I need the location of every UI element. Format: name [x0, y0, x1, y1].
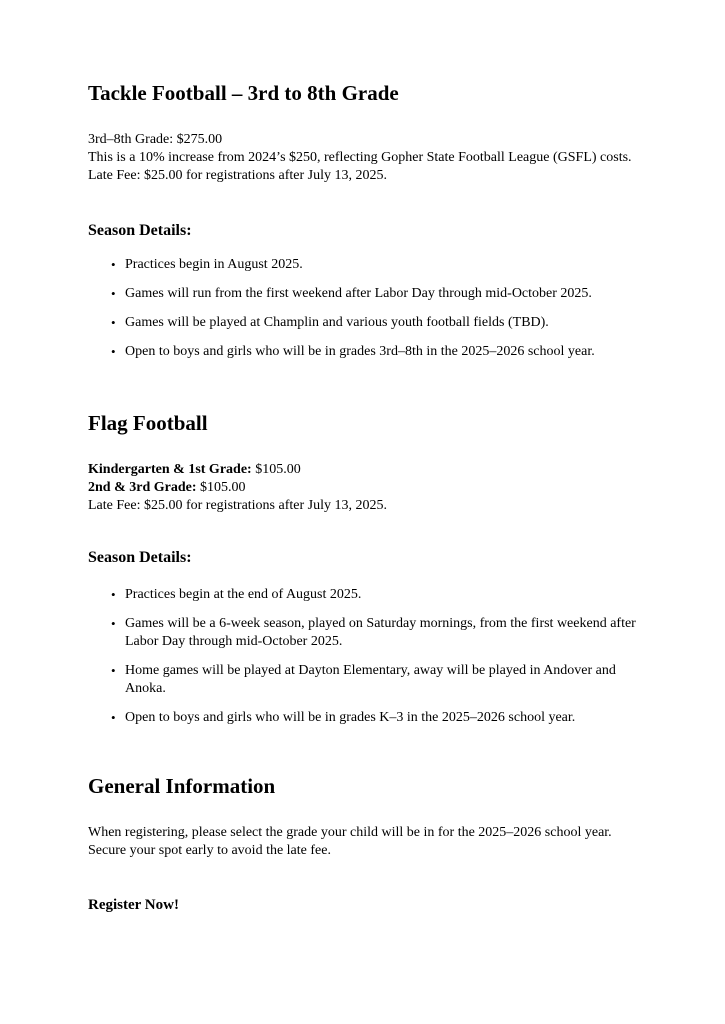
- general-information-title: General Information: [88, 774, 276, 798]
- flag-price-k1-label: Kindergarten & 1st Grade:: [88, 462, 252, 477]
- flag-price-k1-line: [88, 461, 637, 479]
- list-item: • Games will run from the first weekend after Labor Day through mid-October 2025.: [88, 285, 637, 303]
- general-information-body: When registering, please select the grade your child will be in for the 2025–2026 school year. Secure your spot early to avoid the late fee.: [88, 825, 612, 858]
- list-item: • Practices begin in August 2025.: [88, 256, 637, 274]
- tackle-season-details-list: [88, 256, 637, 361]
- flag-season-details-list: [88, 586, 637, 727]
- section-general-information: [88, 774, 637, 915]
- tackle-football-title: Tackle Football – 3rd to 8th Grade: [88, 81, 399, 105]
- flag-season-details-heading: Season Details:: [88, 549, 192, 566]
- list-item: • Home games will be played at Dayton Elementary, away will be played in Andover and Anoka.: [88, 662, 637, 698]
- tackle-season-details-heading: Season Details:: [88, 222, 192, 239]
- tackle-price-line: 3rd–8th Grade: $275.00: [88, 132, 223, 147]
- flag-football-title: Flag Football: [88, 411, 208, 435]
- section-tackle-football: [88, 81, 637, 361]
- flag-price-k1-value: $105.00: [255, 462, 301, 477]
- list-item: • Open to boys and girls who will be in grades K–3 in the 2025–2026 school year.: [88, 709, 637, 727]
- list-item: • Practices begin at the end of August 2025.: [88, 586, 637, 604]
- flag-price-2-3-value: $105.00: [200, 480, 246, 495]
- tackle-increase-note: This is a 10% increase from 2024’s $250, reflecting Gopher State Football League (GSFL) costs.: [88, 150, 632, 165]
- tackle-pricing-block: [88, 131, 637, 185]
- section-flag-football: [88, 411, 637, 727]
- list-item: • Games will be a 6-week season, played on Saturday mornings, from the first weekend after Labor Day through mid-October 2025.: [88, 615, 637, 651]
- register-now-heading: Register Now!: [88, 897, 179, 913]
- list-item: • Games will be played at Champlin and various youth football fields (TBD).: [88, 314, 637, 332]
- flag-price-2-3-line: [88, 479, 637, 497]
- flag-price-2-3-label: 2nd & 3rd Grade:: [88, 480, 197, 495]
- tackle-late-fee: Late Fee: $25.00 for registrations after July 13, 2025.: [88, 168, 387, 183]
- list-item: • Open to boys and girls who will be in grades 3rd–8th in the 2025–2026 school year.: [88, 343, 637, 361]
- flag-pricing-block: [88, 461, 637, 515]
- flag-late-fee: Late Fee: $25.00 for registrations after July 13, 2025.: [88, 498, 387, 513]
